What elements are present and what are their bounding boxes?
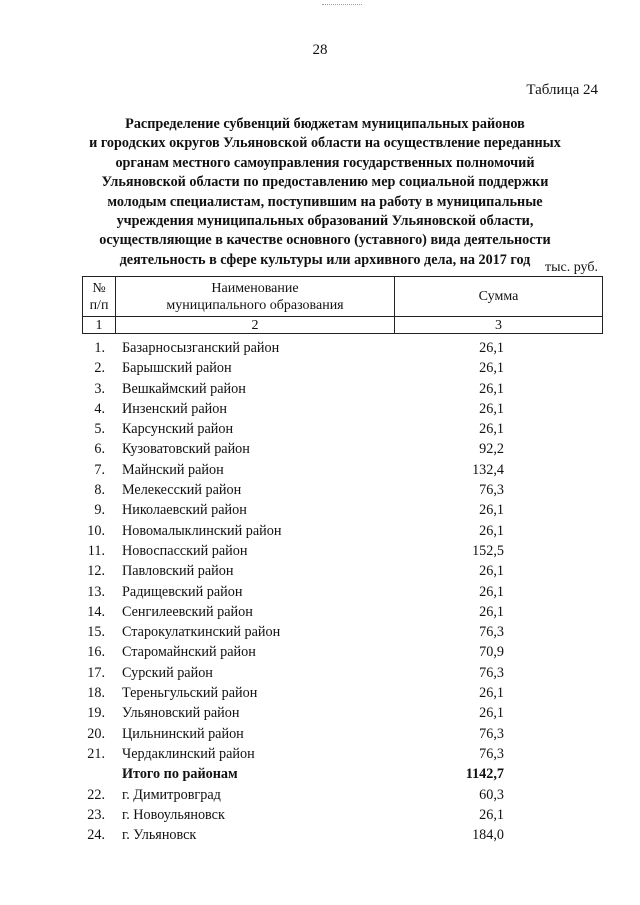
title-line: и городских округов Ульяновской области на осуществление переданных — [89, 135, 561, 152]
row-value: 26,1 — [479, 522, 504, 539]
row-number: 15. — [87, 624, 105, 641]
row-value: 26,1 — [479, 685, 504, 702]
units-label: тыс. руб. — [545, 260, 598, 275]
table-row — [82, 338, 603, 358]
row-number: 14. — [87, 603, 105, 620]
row-name: Чердаклинский район — [122, 745, 255, 762]
row-name: Вешкаймский район — [122, 380, 246, 397]
row-value: 152,5 — [472, 542, 504, 559]
table-row — [82, 602, 603, 622]
row-number: 21. — [87, 745, 105, 762]
row-name: Цильнинский район — [122, 725, 244, 742]
row-number: 9. — [94, 502, 105, 519]
table-row — [82, 399, 603, 419]
row-number: 4. — [94, 400, 105, 417]
row-number: 3. — [94, 380, 105, 397]
row-number: 16. — [87, 644, 105, 661]
table-row — [82, 358, 603, 378]
table-row — [82, 642, 603, 662]
table-row — [82, 439, 603, 459]
table-row — [82, 825, 603, 845]
row-name: г. Ульяновск — [122, 827, 197, 844]
table-row — [82, 379, 603, 399]
row-number: 22. — [87, 786, 105, 803]
column-index: 1 — [83, 317, 116, 334]
document-title — [82, 115, 568, 270]
table-row — [82, 805, 603, 825]
row-value: 184,0 — [472, 827, 504, 844]
row-name: г. Новоульяновск — [122, 806, 225, 823]
table-row — [82, 582, 603, 602]
row-name: Ульяновский район — [122, 705, 240, 722]
header-name: Наименование муниципального образования — [116, 277, 395, 317]
table-row — [82, 683, 603, 703]
title-line: Распределение субвенций бюджетам муниципальных районов — [125, 116, 525, 132]
row-value: 26,1 — [479, 502, 504, 519]
table-row — [82, 500, 603, 520]
row-number: 12. — [87, 563, 105, 580]
table-row — [82, 541, 603, 561]
row-number: 10. — [87, 522, 105, 539]
row-name: Тереньгульский район — [122, 685, 258, 702]
row-value: 26,1 — [479, 340, 504, 356]
table-row — [82, 480, 603, 500]
table-label: Таблица 24 — [526, 82, 598, 98]
row-name: Карсунский район — [122, 421, 234, 438]
header-number: № п/п — [83, 277, 116, 317]
row-name: Сурский район — [122, 664, 213, 681]
row-name: Мелекесский район — [122, 482, 242, 499]
row-value: 76,3 — [479, 745, 504, 762]
header-sum: Сумма — [395, 277, 603, 317]
title-line: Ульяновской области по предоставлению мер социальной поддержки — [101, 174, 549, 191]
row-number: 1. — [94, 340, 105, 356]
row-number: 18. — [87, 685, 105, 702]
row-value: 26,1 — [479, 705, 504, 722]
row-name: Инзенский район — [122, 400, 227, 417]
row-value: 26,1 — [479, 360, 504, 377]
row-name: Николаевский район — [122, 502, 247, 519]
row-name: Павловский район — [122, 563, 234, 580]
row-value: 26,1 — [479, 806, 504, 823]
table-row — [82, 561, 603, 581]
row-number: 17. — [87, 664, 105, 681]
row-value: 26,1 — [479, 583, 504, 600]
row-value: 1142,7 — [465, 766, 504, 783]
row-name: Старомайнский район — [122, 644, 256, 661]
row-value: 26,1 — [479, 421, 504, 438]
row-number: 20. — [87, 725, 105, 742]
row-name: Базарносызганский район — [122, 340, 280, 356]
row-name: Новомалыклинский район — [122, 522, 282, 539]
row-number: 6. — [94, 441, 105, 458]
column-index: 3 — [395, 317, 603, 334]
table-row — [82, 419, 603, 439]
table-body — [82, 338, 603, 845]
table-row — [82, 703, 603, 723]
column-index: 2 — [116, 317, 395, 334]
row-value: 76,3 — [479, 725, 504, 742]
table-row — [82, 724, 603, 744]
row-value: 76,3 — [479, 482, 504, 499]
table-row — [82, 663, 603, 683]
row-name: г. Димитровград — [122, 786, 221, 803]
row-number: 7. — [94, 461, 105, 478]
row-value: 76,3 — [479, 624, 504, 641]
row-name: Радищевский район — [122, 583, 243, 600]
row-value: 26,1 — [479, 563, 504, 580]
row-value: 70,9 — [479, 644, 504, 661]
row-value: 132,4 — [472, 461, 504, 478]
table-row — [82, 785, 603, 805]
row-name: Новоспасский район — [122, 542, 248, 559]
table-row — [82, 622, 603, 642]
title-line: органам местного самоуправления государственных полномочий — [115, 154, 535, 171]
row-number: 5. — [94, 421, 105, 438]
table-header — [82, 276, 603, 334]
table-row — [82, 460, 603, 480]
scan-mark — [322, 4, 362, 7]
title-line: осуществляющие в качестве основного (уставного) вида деятельности — [99, 232, 551, 249]
row-name: Сенгилеевский район — [122, 603, 253, 620]
table-total-row — [82, 764, 603, 784]
row-number: 24. — [87, 827, 105, 844]
row-name: Барышский район — [122, 360, 232, 377]
row-name: Майнский район — [122, 461, 224, 478]
row-number: 23. — [87, 806, 105, 823]
table-row — [82, 744, 603, 764]
row-number: 8. — [94, 482, 105, 499]
row-value: 26,1 — [479, 603, 504, 620]
row-value: 60,3 — [479, 786, 504, 803]
row-number: 11. — [87, 542, 105, 559]
row-number: 2. — [94, 360, 105, 377]
table-row — [82, 521, 603, 541]
row-name: Итого по районам — [122, 766, 238, 783]
row-value: 92,2 — [479, 441, 504, 458]
row-value: 26,1 — [479, 400, 504, 417]
row-value: 26,1 — [479, 380, 504, 397]
title-line: молодым специалистам, поступившим на работу в муниципальные — [107, 193, 543, 210]
title-line: учреждения муниципальных образований Ульяновской области, — [116, 213, 534, 230]
row-number: 19. — [87, 705, 105, 722]
page-number: 28 — [312, 42, 328, 58]
row-name: Кузоватовский район — [122, 441, 250, 458]
row-number: 13. — [87, 583, 105, 600]
row-name: Старокулаткинский район — [122, 624, 281, 641]
row-value: 76,3 — [479, 664, 504, 681]
title-line: деятельность в сфере культуры или архивного дела, на 2017 год — [119, 251, 531, 268]
